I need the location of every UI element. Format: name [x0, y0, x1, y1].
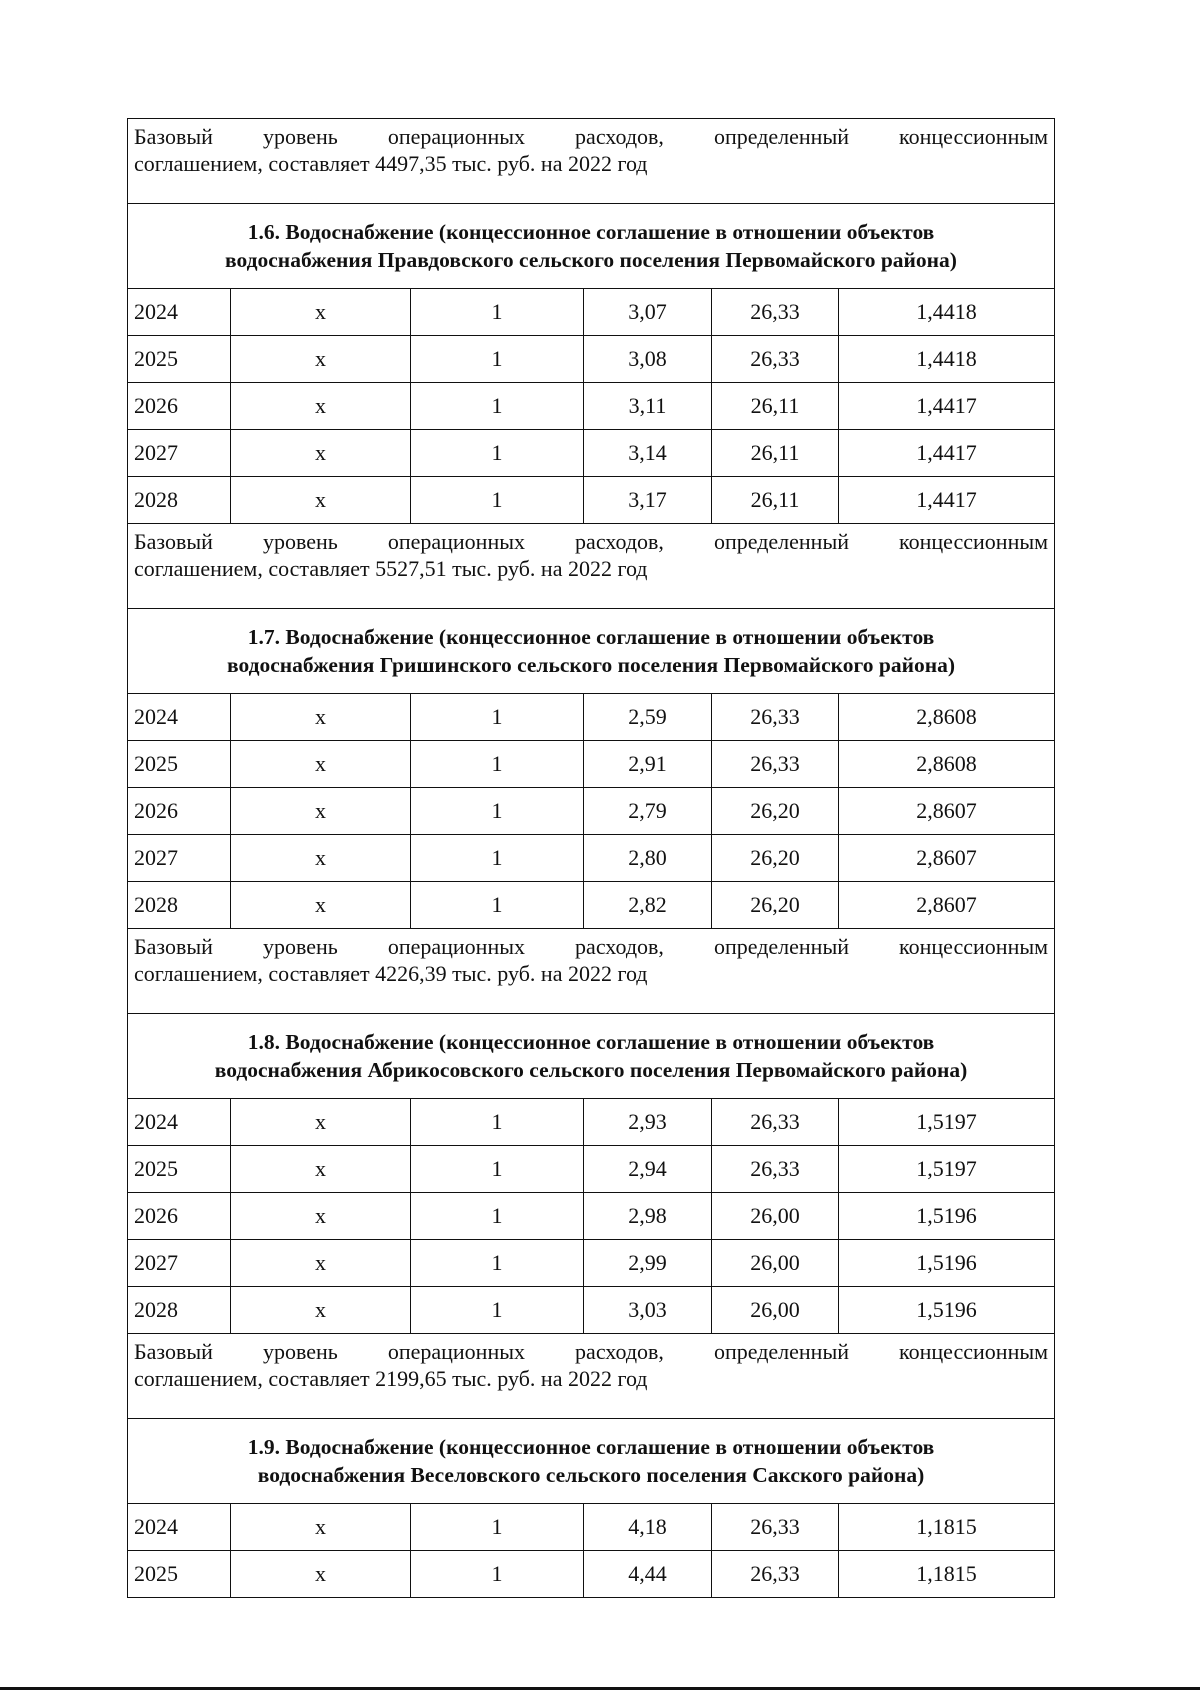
value-cell: 1	[411, 1240, 584, 1287]
value-cell: 26,33	[712, 741, 839, 788]
value-cell: 2,82	[584, 882, 712, 929]
base-opex-note-line: Базовый уровень операционных расходов, определенный концессионным	[134, 529, 1049, 554]
tariff-table-body	[128, 119, 1055, 1598]
table-row	[128, 289, 1055, 336]
value-cell: 26,20	[712, 835, 839, 882]
value-cell: 1,4418	[839, 289, 1055, 336]
section-heading	[128, 1014, 1055, 1099]
value-cell: x	[231, 336, 411, 383]
value-cell: 1	[411, 289, 584, 336]
value-cell: 2,98	[584, 1193, 712, 1240]
section-heading-line: водоснабжения Веселовского сельского поселения Сакского района)	[257, 1463, 925, 1487]
value-cell: 26,00	[712, 1287, 839, 1334]
value-cell: 1	[411, 383, 584, 430]
value-cell: x	[231, 1099, 411, 1146]
value-cell: 26,11	[712, 477, 839, 524]
value-cell: 4,44	[584, 1551, 712, 1598]
section-heading-line: водоснабжения Абрикосовского сельского поселения Первомайского района)	[214, 1058, 968, 1082]
value-cell: 26,33	[712, 289, 839, 336]
value-cell: 1	[411, 741, 584, 788]
value-cell: x	[231, 289, 411, 336]
value-cell: x	[231, 1240, 411, 1287]
base-opex-note-line: соглашением, составляет 5527,51 тыс. руб. на 2022 год	[134, 556, 648, 581]
value-cell: 2,91	[584, 741, 712, 788]
value-cell: 1,5196	[839, 1193, 1055, 1240]
year-cell: 2025	[128, 1551, 231, 1598]
table-row	[128, 882, 1055, 929]
value-cell: 1	[411, 1193, 584, 1240]
value-cell: 26,33	[712, 694, 839, 741]
value-cell: 1	[411, 430, 584, 477]
value-cell: 1,5197	[839, 1146, 1055, 1193]
section-heading-row	[128, 204, 1055, 289]
value-cell: 1,4418	[839, 336, 1055, 383]
year-cell: 2024	[128, 1099, 231, 1146]
value-cell: 1,4417	[839, 430, 1055, 477]
value-cell: 2,93	[584, 1099, 712, 1146]
table-row	[128, 477, 1055, 524]
value-cell: 1,4417	[839, 383, 1055, 430]
value-cell: 2,8607	[839, 882, 1055, 929]
base-opex-note	[128, 119, 1055, 204]
section-heading	[128, 204, 1055, 289]
table-row	[128, 1099, 1055, 1146]
year-cell: 2028	[128, 1287, 231, 1334]
value-cell: x	[231, 430, 411, 477]
value-cell: 1	[411, 882, 584, 929]
value-cell: 1	[411, 336, 584, 383]
base-opex-note-line: соглашением, составляет 4497,35 тыс. руб. на 2022 год	[134, 151, 648, 176]
value-cell: x	[231, 882, 411, 929]
base-opex-note-line: Базовый уровень операционных расходов, определенный концессионным	[134, 124, 1049, 149]
year-cell: 2025	[128, 1146, 231, 1193]
value-cell: 26,00	[712, 1240, 839, 1287]
table-row	[128, 835, 1055, 882]
base-opex-note-line: Базовый уровень операционных расходов, определенный концессионным	[134, 934, 1049, 959]
value-cell: 1	[411, 1504, 584, 1551]
table-row	[128, 1193, 1055, 1240]
value-cell: 26,11	[712, 430, 839, 477]
value-cell: 26,33	[712, 336, 839, 383]
value-cell: 4,18	[584, 1504, 712, 1551]
section-heading-line: 1.6. Водоснабжение (концессионное соглашение в отношении объектов	[247, 220, 935, 244]
value-cell: x	[231, 835, 411, 882]
year-cell: 2026	[128, 1193, 231, 1240]
value-cell: x	[231, 1504, 411, 1551]
value-cell: 1	[411, 835, 584, 882]
value-cell: 1	[411, 1146, 584, 1193]
table-row	[128, 1240, 1055, 1287]
value-cell: 26,33	[712, 1504, 839, 1551]
value-cell: 26,33	[712, 1551, 839, 1598]
base-opex-note	[128, 1334, 1055, 1419]
value-cell: 1	[411, 477, 584, 524]
base-opex-note	[128, 524, 1055, 609]
value-cell: x	[231, 1551, 411, 1598]
base-opex-note-row	[128, 524, 1055, 609]
value-cell: x	[231, 1193, 411, 1240]
year-cell: 2024	[128, 289, 231, 336]
section-heading-line: 1.8. Водоснабжение (концессионное соглашение в отношении объектов	[247, 1030, 935, 1054]
table-row	[128, 336, 1055, 383]
value-cell: 2,8608	[839, 694, 1055, 741]
section-heading-line: 1.7. Водоснабжение (концессионное соглашение в отношении объектов	[247, 625, 935, 649]
year-cell: 2025	[128, 741, 231, 788]
value-cell: 3,07	[584, 289, 712, 336]
base-opex-note-line: Базовый уровень операционных расходов, определенный концессионным	[134, 1339, 1049, 1364]
year-cell: 2027	[128, 1240, 231, 1287]
year-cell: 2028	[128, 477, 231, 524]
value-cell: 26,33	[712, 1146, 839, 1193]
table-row	[128, 383, 1055, 430]
base-opex-note	[128, 929, 1055, 1014]
section-heading-row	[128, 1419, 1055, 1504]
value-cell: 2,99	[584, 1240, 712, 1287]
value-cell: 1,5196	[839, 1287, 1055, 1334]
table-row	[128, 694, 1055, 741]
year-cell: 2024	[128, 1504, 231, 1551]
value-cell: 3,14	[584, 430, 712, 477]
value-cell: x	[231, 694, 411, 741]
value-cell: 3,11	[584, 383, 712, 430]
section-heading-line: 1.9. Водоснабжение (концессионное соглашение в отношении объектов	[247, 1435, 935, 1459]
table-row	[128, 788, 1055, 835]
base-opex-note-row	[128, 1334, 1055, 1419]
table-row	[128, 1146, 1055, 1193]
value-cell: 1,5197	[839, 1099, 1055, 1146]
value-cell: 1	[411, 788, 584, 835]
year-cell: 2025	[128, 336, 231, 383]
table-row	[128, 741, 1055, 788]
section-heading-row	[128, 1014, 1055, 1099]
year-cell: 2026	[128, 383, 231, 430]
tariff-table	[127, 118, 1055, 1598]
base-opex-note-row	[128, 929, 1055, 1014]
page-bottom-rule	[0, 1687, 1200, 1690]
value-cell: x	[231, 788, 411, 835]
base-opex-note-line: соглашением, составляет 4226,39 тыс. руб. на 2022 год	[134, 961, 648, 986]
section-heading-line: водоснабжения Правдовского сельского поселения Первомайского района)	[225, 248, 957, 272]
section-heading-row	[128, 609, 1055, 694]
value-cell: 1,4417	[839, 477, 1055, 524]
year-cell: 2024	[128, 694, 231, 741]
value-cell: 2,94	[584, 1146, 712, 1193]
base-opex-note-row	[128, 119, 1055, 204]
value-cell: 2,80	[584, 835, 712, 882]
year-cell: 2028	[128, 882, 231, 929]
value-cell: 2,8607	[839, 835, 1055, 882]
value-cell: 3,17	[584, 477, 712, 524]
table-row	[128, 1287, 1055, 1334]
table-row	[128, 1504, 1055, 1551]
value-cell: 26,20	[712, 882, 839, 929]
value-cell: x	[231, 741, 411, 788]
value-cell: 26,33	[712, 1099, 839, 1146]
value-cell: 2,8608	[839, 741, 1055, 788]
value-cell: x	[231, 383, 411, 430]
value-cell: 2,59	[584, 694, 712, 741]
table-row	[128, 1551, 1055, 1598]
year-cell: 2027	[128, 835, 231, 882]
value-cell: 1,1815	[839, 1504, 1055, 1551]
section-heading	[128, 609, 1055, 694]
value-cell: 1	[411, 1287, 584, 1334]
value-cell: 1	[411, 1551, 584, 1598]
year-cell: 2026	[128, 788, 231, 835]
value-cell: 1	[411, 1099, 584, 1146]
value-cell: 3,03	[584, 1287, 712, 1334]
value-cell: 2,79	[584, 788, 712, 835]
base-opex-note-line: соглашением, составляет 2199,65 тыс. руб. на 2022 год	[134, 1366, 648, 1391]
section-heading	[128, 1419, 1055, 1504]
value-cell: 3,08	[584, 336, 712, 383]
value-cell: 1	[411, 694, 584, 741]
value-cell: x	[231, 1287, 411, 1334]
value-cell: 2,8607	[839, 788, 1055, 835]
value-cell: 1,5196	[839, 1240, 1055, 1287]
value-cell: 26,20	[712, 788, 839, 835]
value-cell: x	[231, 477, 411, 524]
value-cell: x	[231, 1146, 411, 1193]
section-heading-line: водоснабжения Гришинского сельского поселения Первомайского района)	[226, 653, 956, 677]
table-row	[128, 430, 1055, 477]
value-cell: 26,00	[712, 1193, 839, 1240]
value-cell: 26,11	[712, 383, 839, 430]
value-cell: 1,1815	[839, 1551, 1055, 1598]
year-cell: 2027	[128, 430, 231, 477]
